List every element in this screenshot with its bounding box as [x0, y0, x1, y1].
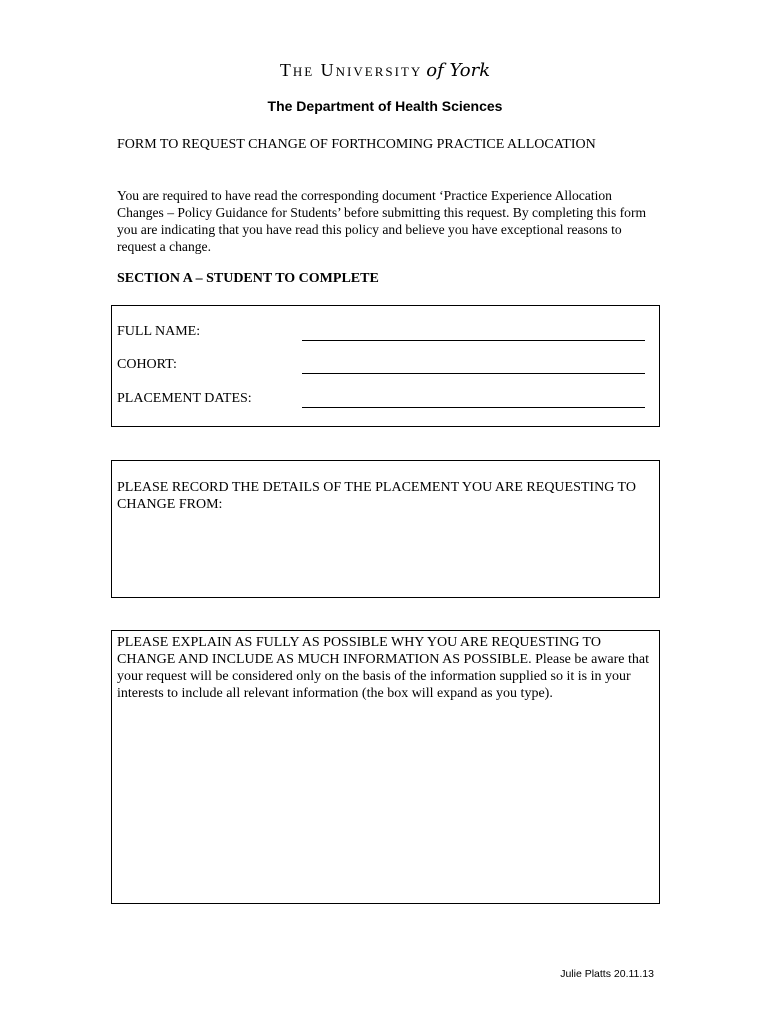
explanation-box[interactable]	[111, 630, 660, 904]
university-name: The University	[279, 60, 423, 80]
cohort-label: COHORT:	[117, 357, 177, 372]
placement-dates-field[interactable]	[302, 391, 645, 408]
university-logo	[0, 60, 770, 81]
explanation-prompt	[117, 634, 652, 702]
form-title: FORM TO REQUEST CHANGE OF FORTHCOMING PRACTICE ALLOCATION	[117, 137, 596, 152]
explanation-prompt-upper: PLEASE EXPLAIN AS FULLY AS POSSIBLE WHY YOU ARE REQUESTING TO CHANGE AND INCLUDE AS MUCH INFORMATION AS POSSIBLE.	[117, 635, 601, 667]
full-name-label: FULL NAME:	[117, 324, 201, 339]
intro-paragraph: You are required to have read the corresponding document ‘Practice Experience Allocation Changes – Policy Guidance for Students’ before submitting this request. By completing this form you are indicating that you have read this policy and believe you have exceptional reasons to request a change.	[117, 188, 647, 254]
cohort-field[interactable]	[302, 357, 645, 374]
footer-author-date: Julie Platts 20.11.13	[560, 968, 654, 980]
university-of-york: of York	[426, 60, 491, 81]
student-details-box	[111, 305, 660, 427]
department-name: The Department of Health Sciences	[267, 98, 503, 114]
explanation-prompt-note: Please be aware that your request will be considered only on the basis of the information supplied so it is in your interests to include all relevant information (the box will expand as you type).	[117, 652, 649, 701]
full-name-field[interactable]	[302, 324, 645, 341]
section-a-heading: SECTION A – STUDENT TO COMPLETE	[117, 271, 379, 286]
placement-details-prompt: PLEASE RECORD THE DETAILS OF THE PLACEMENT YOU ARE REQUESTING TO CHANGE FROM:	[117, 480, 636, 512]
placement-details-box[interactable]	[111, 460, 660, 598]
placement-dates-label: PLACEMENT DATES:	[117, 391, 252, 406]
